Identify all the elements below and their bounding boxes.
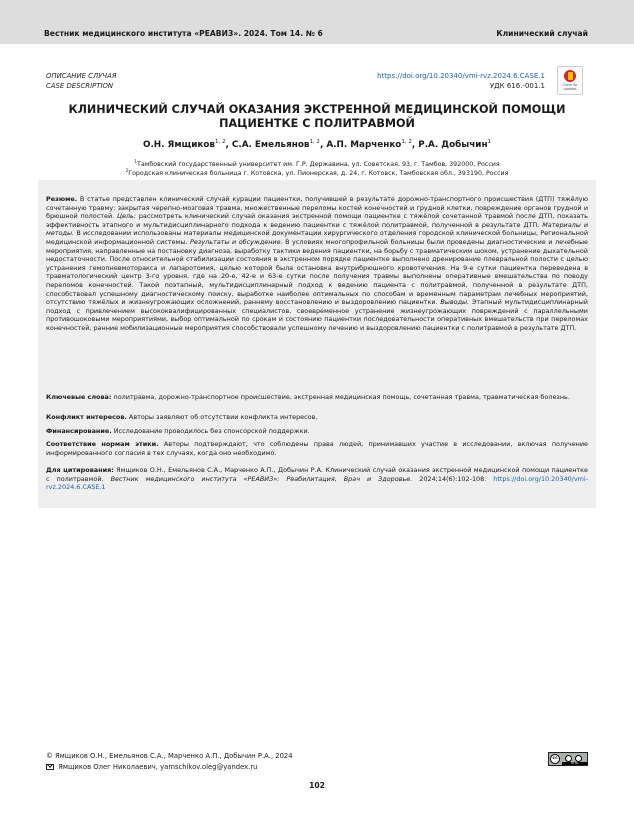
affiliation	[60, 168, 574, 177]
author	[143, 140, 232, 150]
article-type-ru: ОПИСАНИЕ СЛУЧАЯ	[46, 72, 117, 80]
journal-title: Вестник медицинского института «РЕАВИЗ». 2024. Том 14. № 6	[44, 29, 323, 38]
author-affil-ref: 1, 2	[215, 139, 226, 145]
author-affil-ref: 1, 2	[309, 139, 320, 145]
ethics-label: Соответствие нормам этики.	[46, 440, 159, 448]
abstract-results: В условиях многопрофильной больницы были проведены диагностические и лечебные мероприятия, направленные на постановку диагноза, выработку тактики ведения пациентки, на борьбу с травматическим шоком, устранение дыхательной недостаточности. После относительной стабилизации состояния в экстренном порядке пациентке выполнено дренирование плевральной полости с целью устранения гемопневмоторакса и лапаротомия, целью которой была остановка внутрибрюшного кровотечения. На 9-е сутки пациентка переведена в травматологический центр 3-го уровня, где на 20-е, 42-е и 63-е сутки после получения травмы выполнены оперативные вмешательства по поводу переломов конечностей. Такой поэтапный, мультидисциплинарный подход к ведению пациента с политравмой, полученной в результате ДТП, способствовал успешному диагностическому поиску, выработке наиболее оптимальных по способам и временным параметрам лечебных мероприятий, отсутствию тяжёлых и жизнеугрожающих осложнений, раннему восстановлению и выздоровлению пациентки.	[46, 237, 589, 307]
funding	[46, 427, 588, 436]
conflict-of-interest	[46, 413, 588, 422]
author	[326, 140, 418, 150]
author	[232, 140, 326, 150]
conflict-text: Авторы заявляют об отсутствии конфликта интересов.	[128, 413, 318, 421]
cc-icon: cc	[550, 754, 560, 764]
contact-author	[46, 763, 346, 771]
abstract-conclusions-label: Выводы.	[440, 298, 470, 307]
ethics-text: Авторы подтверждают, что соблюдены права людей, принимавших участие в исследовании, включая получение информированного согласия в тех случаях, когда оно необходимо.	[46, 440, 589, 457]
citation-text: Ямщиков О.Н., Емельянов С.А., Марченко А.П., Добычин Р.А. Клинический случай оказания экстренной медицинской помощи пациентке с политравмой.	[46, 466, 588, 483]
article-type-en: CASE DESCRIPTION	[46, 81, 114, 90]
by-icon	[565, 755, 572, 762]
author-list	[60, 139, 574, 150]
nc-icon	[575, 755, 582, 762]
affiliation-number: 1	[134, 159, 137, 164]
article-title: КЛИНИЧЕСКИЙ СЛУЧАЙ ОКАЗАНИЯ ЭКСТРЕННОЙ МЕДИЦИНСКОЙ ПОМОЩИ ПАЦИЕНТКЕ С ПОЛИТРАВМОЙ	[68, 103, 566, 130]
crossmark-label-line: Check for	[562, 83, 578, 87]
page-number: 102	[309, 781, 325, 790]
copyright: © Ямщиков О.Н., Емельянов С.А., Марченко А.П., Добычин Р.А., 2024	[46, 752, 293, 760]
contact-email[interactable]: yamschikov.oleg@yandex.ru	[160, 763, 258, 771]
abstract-intro: В статье представлен клинический случай курации пациентки, получившей в результате дорожно-транспортного происшествия (ДТП) тяжёлую сочетанную травму: закрытая черепно-мозговая травма, множественные переломы костей конечностей и грудной клетки, повреждение органов грудной и брюшной полостей.	[46, 195, 588, 221]
citation	[46, 466, 588, 492]
citation-doi-link[interactable]: https://doi.org/10.20340/vmi-rvz.2024.6.CASE.1	[46, 474, 589, 492]
funding-text: Исследование проводилось без спонсорской поддержки.	[113, 427, 310, 435]
doi-block	[377, 72, 545, 91]
author-affil-ref: 1	[487, 139, 492, 145]
abstract-goal: рассмотреть клинический случай оказания экстренной помощи пациентке с тяжёлой сочетанной травмой после ДТП, показать эффективность этапного и мультидисциплинарного подхода к ведению пациентки с тяжёлой политравмой, полученной в результате ДТП.	[46, 212, 588, 229]
keywords-text: политравма, дорожно-транспортное происшествие, экстренная медицинская помощь, сочетанная травма, травматическая болезнь.	[113, 393, 570, 401]
author-affil-ref: 1, 2	[401, 139, 412, 145]
keywords	[46, 393, 588, 402]
ethics	[46, 440, 588, 457]
citation-label: Для цитирования:	[46, 466, 114, 474]
contact-name: Ямщиков Олег Николаевич,	[58, 763, 158, 771]
crossmark-label	[558, 84, 582, 92]
udk-code: УДК 616.-001.1	[489, 81, 545, 90]
abstract-goal-label: Цель:	[116, 212, 137, 221]
crossmark-badge[interactable]	[557, 66, 583, 95]
author-name: Р.А. Добычин	[418, 139, 488, 150]
author-name: А.П. Марченко	[326, 139, 402, 150]
crossmark-label-line: updates	[563, 86, 577, 91]
author-separator: ,	[319, 139, 327, 150]
author-name: С.А. Емельянов	[231, 139, 310, 150]
section-name: Клинический случай	[496, 29, 588, 38]
journal-header	[0, 0, 634, 44]
conflict-label: Конфликт интересов.	[46, 413, 127, 421]
citation-journal: Вестник медицинского института «РЕАВИЗ»: Реабилитация, Врач и Здоровье.	[110, 474, 413, 483]
author-separator: ,	[225, 139, 232, 150]
keywords-label: Ключевые слова:	[46, 393, 112, 401]
funding-label: Финансирование.	[46, 427, 112, 435]
cc-license-badge[interactable]	[548, 752, 588, 766]
affiliation-number: 2	[125, 168, 129, 173]
article-type	[46, 72, 117, 91]
abstract-conclusions: Этапный мультидисциплинарный подход с привлечением высококвалифицированных специалистов, своевременное устранение жизнеугрожающих повреждений с параллельными противошоковыми мероприятиями, выбор оптимальной по срокам и состоянию пациентки последовательности оперативных вмешательств при переломах конечностей, ранние мобилизационные мероприятия способствовали успешному лечению и выздоровлению пациентки с политравмой в результате ДТП.	[46, 298, 588, 332]
abstract-label: Резюме.	[46, 195, 78, 203]
affiliation-text: Городская клиническая больница г. Котовска, ул. Пионерская, д. 24, г. Котовск, Тамбовская обл., 393190, Россия	[128, 170, 509, 178]
abstract-methods: В исследовании использованы материалы медицинской документации хирургического отделения городской клинической больницы, Региональной медицинской информационной системы.	[46, 229, 589, 246]
mail-icon	[46, 764, 54, 770]
affiliation-text: Тамбовский государственный университет им. Г.Р. Державина, ул. Советская, 93, г. Тамбов, 392000, Россия	[136, 161, 500, 169]
citation-details: 2024;14(6):102-108.	[419, 474, 487, 483]
affiliation	[60, 159, 574, 168]
abstract-methods-label: Материалы и методы.	[46, 220, 589, 238]
abstract-results-label: Результаты и обсуждение.	[190, 237, 283, 246]
doi-link[interactable]: https://doi.org/10.20340/vmi-rvz.2024.6.CASE.1	[377, 72, 545, 80]
author-separator: ,	[411, 139, 419, 150]
author-name: О.Н. Ямщиков	[142, 139, 215, 150]
abstract	[46, 195, 588, 333]
author	[418, 140, 491, 150]
cc-license-text: BY NC	[562, 762, 588, 765]
crossmark-icon	[564, 70, 576, 82]
